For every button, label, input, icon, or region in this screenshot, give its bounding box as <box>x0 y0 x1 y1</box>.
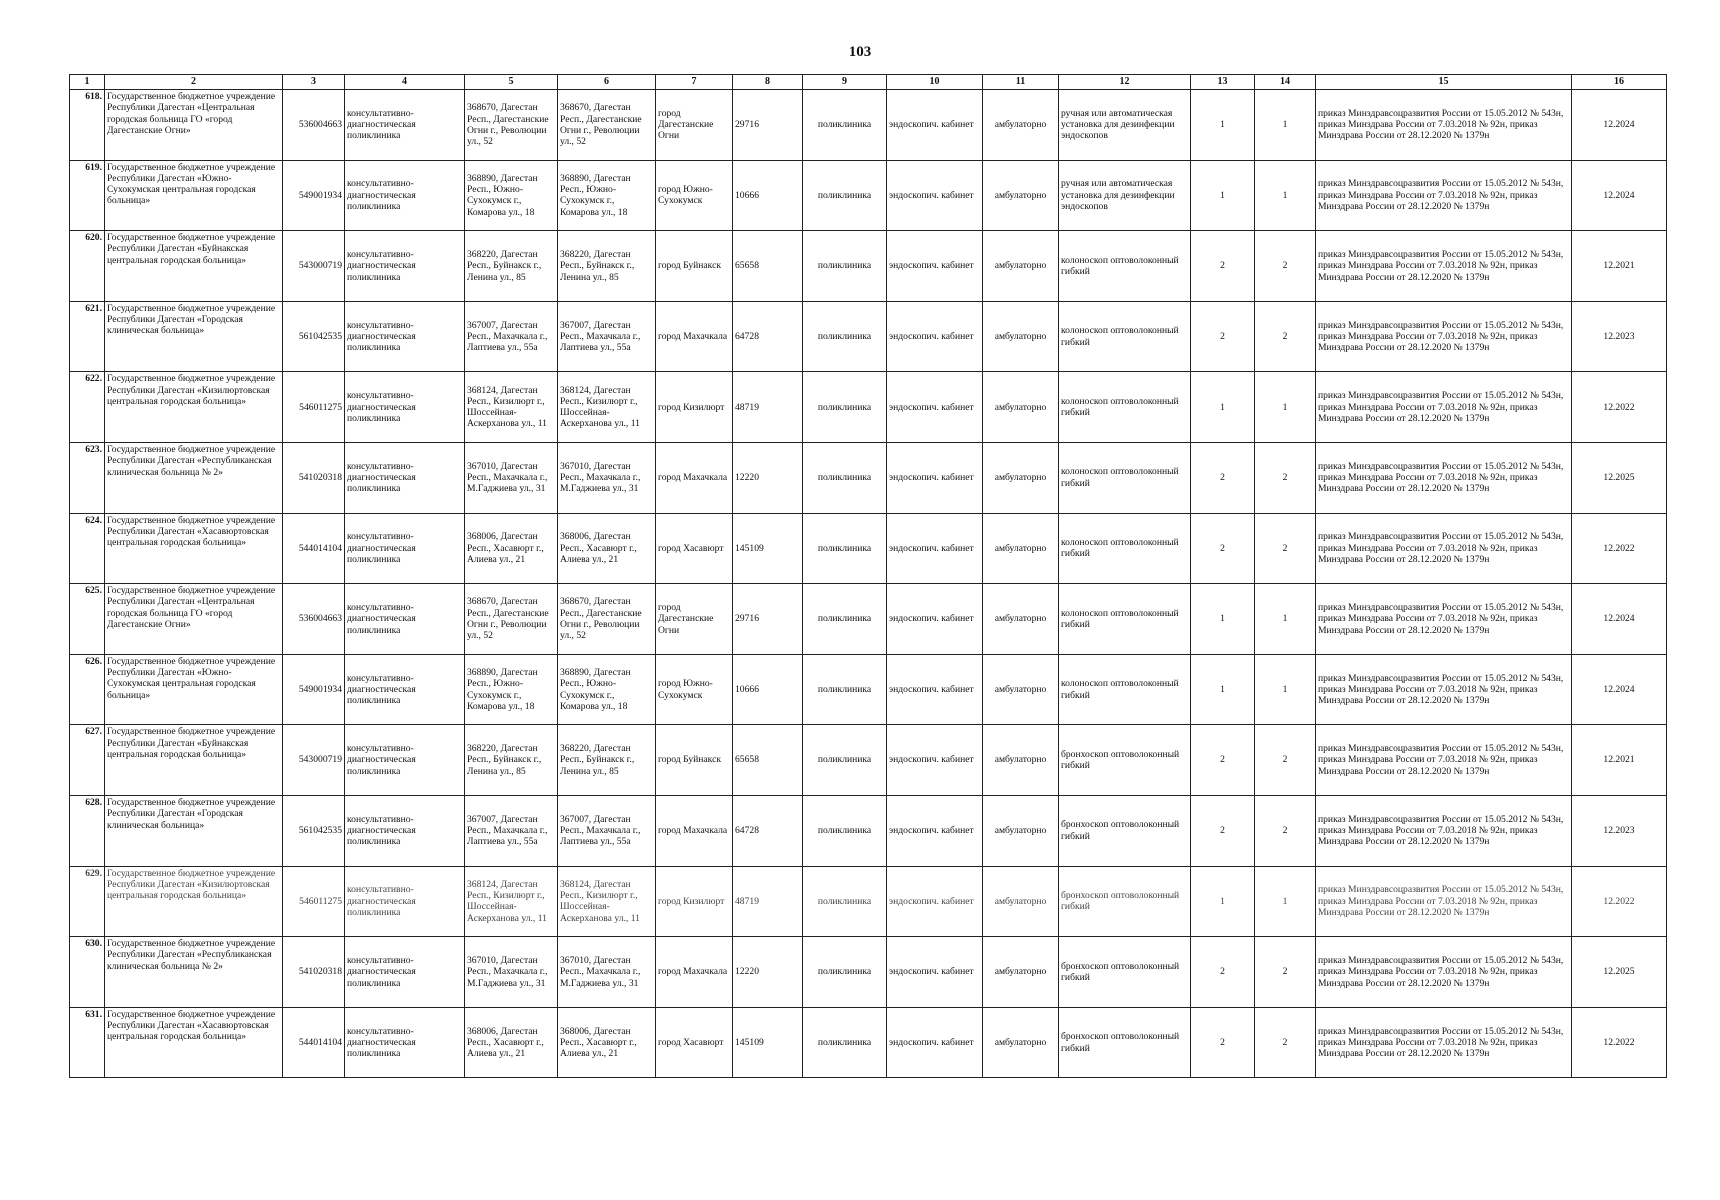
cell-row-number: 624. <box>70 513 105 584</box>
cell-room-type: эндоскопич. кабинет <box>887 937 983 1008</box>
column-header: 6 <box>558 75 656 90</box>
table-header <box>70 75 1667 90</box>
cell-city: город Махачкала <box>656 937 733 1008</box>
cell-quantity-required: 2 <box>1191 725 1255 796</box>
cell-actual-address: 368006, Дагестан Респ., Хасавюрт г., Алиева ул., 21 <box>558 513 656 584</box>
cell-inn-code: 549001934 <box>283 160 345 231</box>
cell-city: город Хасавюрт <box>656 513 733 584</box>
cell-quantity-planned: 2 <box>1255 301 1316 372</box>
cell-room-type: эндоскопич. кабинет <box>887 160 983 231</box>
cell-organization-name: Государственное бюджетное учреждение Республики Дагестан «Южно-Сухокумская центральная городская больница» <box>105 160 283 231</box>
cell-deadline-date: 12.2022 <box>1572 866 1667 937</box>
cell-city: город Дагестанские Огни <box>656 90 733 161</box>
cell-actual-address: 368220, Дагестан Респ., Буйнакск г., Ленина ул., 85 <box>558 231 656 302</box>
cell-city: город Хасавюрт <box>656 1007 733 1078</box>
cell-legal-address: 368890, Дагестан Респ., Южно-Сухокумск г., Комарова ул., 18 <box>465 654 558 725</box>
cell-population: 12220 <box>733 937 803 1008</box>
cell-department: консультативно-диагностическая поликлиника <box>345 725 465 796</box>
cell-row-number: 618. <box>70 90 105 161</box>
cell-legal-address: 368670, Дагестан Респ., Дагестанские Огни г., Революции ул., 52 <box>465 90 558 161</box>
cell-legal-address: 368006, Дагестан Респ., Хасавюрт г., Алиева ул., 21 <box>465 1007 558 1078</box>
cell-care-mode: амбулаторно <box>983 654 1059 725</box>
cell-quantity-required: 1 <box>1191 160 1255 231</box>
cell-city: город Буйнакск <box>656 231 733 302</box>
cell-legal-address: 367010, Дагестан Респ., Махачкала г., М.Гаджиева ул., 31 <box>465 442 558 513</box>
table-row <box>70 90 1667 161</box>
column-header: 1 <box>70 75 105 90</box>
cell-regulatory-basis: приказ Минздравсоцразвития России от 15.05.2012 № 543н, приказ Минздрава России от 7.03.2018 № 92н, приказ Минздрава России от 28.12.2020 № 1379н <box>1316 795 1572 866</box>
cell-inn-code: 543000719 <box>283 725 345 796</box>
cell-inn-code: 561042535 <box>283 301 345 372</box>
cell-city: город Махачкала <box>656 442 733 513</box>
cell-deadline-date: 12.2024 <box>1572 160 1667 231</box>
cell-deadline-date: 12.2023 <box>1572 795 1667 866</box>
cell-city: город Буйнакск <box>656 725 733 796</box>
cell-deadline-date: 12.2022 <box>1572 372 1667 443</box>
cell-equipment-name: бронхоскоп оптоволоконный гибкий <box>1059 866 1191 937</box>
cell-organization-name: Государственное бюджетное учреждение Республики Дагестан «Республиканская клиническая больница № 2» <box>105 937 283 1008</box>
cell-organization-name: Государственное бюджетное учреждение Республики Дагестан «Центральная городская больница ГО «город Дагестанские Огни» <box>105 584 283 655</box>
cell-legal-address: 367010, Дагестан Респ., Махачкала г., М.Гаджиева ул., 31 <box>465 937 558 1008</box>
cell-care-mode: амбулаторно <box>983 937 1059 1008</box>
cell-regulatory-basis: приказ Минздравсоцразвития России от 15.05.2012 № 543н, приказ Минздрава России от 7.03.2018 № 92н, приказ Минздрава России от 28.12.2020 № 1379н <box>1316 1007 1572 1078</box>
cell-quantity-required: 2 <box>1191 301 1255 372</box>
cell-care-mode: амбулаторно <box>983 301 1059 372</box>
cell-unit-type: поликлиника <box>803 725 887 796</box>
table-row <box>70 231 1667 302</box>
cell-organization-name: Государственное бюджетное учреждение Республики Дагестан «Хасавюртовская центральная городская больница» <box>105 1007 283 1078</box>
cell-quantity-planned: 2 <box>1255 231 1316 302</box>
cell-department: консультативно-диагностическая поликлиника <box>345 513 465 584</box>
table-row <box>70 654 1667 725</box>
column-header: 14 <box>1255 75 1316 90</box>
column-header: 3 <box>283 75 345 90</box>
cell-actual-address: 368124, Дагестан Респ., Кизилюрт г., Шоссейная-Аскерханова ул., 11 <box>558 372 656 443</box>
cell-quantity-planned: 2 <box>1255 1007 1316 1078</box>
cell-row-number: 628. <box>70 795 105 866</box>
cell-inn-code: 546011275 <box>283 372 345 443</box>
cell-regulatory-basis: приказ Минздравсоцразвития России от 15.05.2012 № 543н, приказ Минздрава России от 7.03.2018 № 92н, приказ Минздрава России от 28.12.2020 № 1379н <box>1316 442 1572 513</box>
cell-equipment-name: колоноскоп оптоволоконный гибкий <box>1059 584 1191 655</box>
column-header: 4 <box>345 75 465 90</box>
cell-deadline-date: 12.2021 <box>1572 231 1667 302</box>
cell-quantity-required: 2 <box>1191 795 1255 866</box>
cell-department: консультативно-диагностическая поликлиника <box>345 90 465 161</box>
cell-unit-type: поликлиника <box>803 160 887 231</box>
cell-quantity-planned: 1 <box>1255 90 1316 161</box>
cell-population: 48719 <box>733 866 803 937</box>
cell-city: город Дагестанские Огни <box>656 584 733 655</box>
cell-care-mode: амбулаторно <box>983 584 1059 655</box>
cell-regulatory-basis: приказ Минздравсоцразвития России от 15.05.2012 № 543н, приказ Минздрава России от 7.03.2018 № 92н, приказ Минздрава России от 28.12.2020 № 1379н <box>1316 231 1572 302</box>
cell-room-type: эндоскопич. кабинет <box>887 442 983 513</box>
cell-quantity-required: 2 <box>1191 937 1255 1008</box>
cell-department: консультативно-диагностическая поликлиника <box>345 584 465 655</box>
cell-deadline-date: 12.2024 <box>1572 90 1667 161</box>
cell-row-number: 631. <box>70 1007 105 1078</box>
cell-regulatory-basis: приказ Минздравсоцразвития России от 15.05.2012 № 543н, приказ Минздрава России от 7.03.2018 № 92н, приказ Минздрава России от 28.12.2020 № 1379н <box>1316 513 1572 584</box>
table-row <box>70 1007 1667 1078</box>
cell-unit-type: поликлиника <box>803 654 887 725</box>
cell-row-number: 621. <box>70 301 105 372</box>
column-header: 7 <box>656 75 733 90</box>
cell-quantity-required: 1 <box>1191 90 1255 161</box>
cell-department: консультативно-диагностическая поликлиника <box>345 937 465 1008</box>
cell-inn-code: 536004663 <box>283 90 345 161</box>
cell-actual-address: 368124, Дагестан Респ., Кизилюрт г., Шоссейная-Аскерханова ул., 11 <box>558 866 656 937</box>
cell-city: город Южно-Сухокумск <box>656 654 733 725</box>
cell-legal-address: 368890, Дагестан Респ., Южно-Сухокумск г., Комарова ул., 18 <box>465 160 558 231</box>
cell-actual-address: 367007, Дагестан Респ., Махачкала г., Лаптиева ул., 55а <box>558 795 656 866</box>
cell-deadline-date: 12.2023 <box>1572 301 1667 372</box>
table-row <box>70 795 1667 866</box>
cell-equipment-name: бронхоскоп оптоволоконный гибкий <box>1059 1007 1191 1078</box>
cell-population: 10666 <box>733 654 803 725</box>
cell-quantity-planned: 1 <box>1255 866 1316 937</box>
column-header: 10 <box>887 75 983 90</box>
cell-quantity-required: 2 <box>1191 442 1255 513</box>
cell-actual-address: 368890, Дагестан Респ., Южно-Сухокумск г., Комарова ул., 18 <box>558 654 656 725</box>
cell-unit-type: поликлиника <box>803 513 887 584</box>
cell-row-number: 630. <box>70 937 105 1008</box>
cell-room-type: эндоскопич. кабинет <box>887 795 983 866</box>
cell-population: 65658 <box>733 725 803 796</box>
cell-equipment-name: бронхоскоп оптоволоконный гибкий <box>1059 937 1191 1008</box>
cell-row-number: 625. <box>70 584 105 655</box>
cell-regulatory-basis: приказ Минздравсоцразвития России от 15.05.2012 № 543н, приказ Минздрава России от 7.03.2018 № 92н, приказ Минздрава России от 28.12.2020 № 1379н <box>1316 584 1572 655</box>
table-row <box>70 725 1667 796</box>
cell-quantity-planned: 2 <box>1255 442 1316 513</box>
equipment-table <box>69 74 1667 1078</box>
cell-unit-type: поликлиника <box>803 301 887 372</box>
cell-inn-code: 541020318 <box>283 442 345 513</box>
cell-population: 29716 <box>733 90 803 161</box>
cell-room-type: эндоскопич. кабинет <box>887 725 983 796</box>
cell-regulatory-basis: приказ Минздравсоцразвития России от 15.05.2012 № 543н, приказ Минздрава России от 7.03.2018 № 92н, приказ Минздрава России от 28.12.2020 № 1379н <box>1316 937 1572 1008</box>
cell-inn-code: 561042535 <box>283 795 345 866</box>
table-row <box>70 442 1667 513</box>
cell-inn-code: 536004663 <box>283 584 345 655</box>
table-row <box>70 584 1667 655</box>
cell-organization-name: Государственное бюджетное учреждение Республики Дагестан «Городская клиническая больница» <box>105 301 283 372</box>
cell-department: консультативно-диагностическая поликлиника <box>345 654 465 725</box>
cell-quantity-planned: 1 <box>1255 654 1316 725</box>
cell-equipment-name: колоноскоп оптоволоконный гибкий <box>1059 372 1191 443</box>
cell-room-type: эндоскопич. кабинет <box>887 301 983 372</box>
cell-room-type: эндоскопич. кабинет <box>887 90 983 161</box>
page-number: 103 <box>848 44 872 60</box>
cell-care-mode: амбулаторно <box>983 160 1059 231</box>
column-header: 9 <box>803 75 887 90</box>
cell-organization-name: Государственное бюджетное учреждение Республики Дагестан «Буйнакская центральная городская больница» <box>105 231 283 302</box>
cell-actual-address: 368006, Дагестан Респ., Хасавюрт г., Алиева ул., 21 <box>558 1007 656 1078</box>
cell-department: консультативно-диагностическая поликлиника <box>345 442 465 513</box>
cell-actual-address: 368890, Дагестан Респ., Южно-Сухокумск г., Комарова ул., 18 <box>558 160 656 231</box>
cell-row-number: 626. <box>70 654 105 725</box>
cell-actual-address: 367010, Дагестан Респ., Махачкала г., М.Гаджиева ул., 31 <box>558 937 656 1008</box>
cell-care-mode: амбулаторно <box>983 725 1059 796</box>
cell-equipment-name: колоноскоп оптоволоконный гибкий <box>1059 301 1191 372</box>
cell-equipment-name: ручная или автоматическая установка для дезинфекции эндоскопов <box>1059 90 1191 161</box>
cell-population: 29716 <box>733 584 803 655</box>
cell-regulatory-basis: приказ Минздравсоцразвития России от 15.05.2012 № 543н, приказ Минздрава России от 7.03.2018 № 92н, приказ Минздрава России от 28.12.2020 № 1379н <box>1316 160 1572 231</box>
cell-unit-type: поликлиника <box>803 90 887 161</box>
cell-department: консультативно-диагностическая поликлиника <box>345 301 465 372</box>
cell-organization-name: Государственное бюджетное учреждение Республики Дагестан «Республиканская клиническая больница № 2» <box>105 442 283 513</box>
cell-quantity-required: 2 <box>1191 231 1255 302</box>
column-header: 15 <box>1316 75 1572 90</box>
cell-city: город Махачкала <box>656 301 733 372</box>
cell-room-type: эндоскопич. кабинет <box>887 866 983 937</box>
cell-organization-name: Государственное бюджетное учреждение Республики Дагестан «Городская клиническая больница» <box>105 795 283 866</box>
cell-care-mode: амбулаторно <box>983 442 1059 513</box>
table-row <box>70 301 1667 372</box>
cell-legal-address: 368220, Дагестан Респ., Буйнакск г., Ленина ул., 85 <box>465 725 558 796</box>
cell-inn-code: 541020318 <box>283 937 345 1008</box>
cell-population: 64728 <box>733 795 803 866</box>
cell-care-mode: амбулаторно <box>983 90 1059 161</box>
cell-quantity-required: 1 <box>1191 372 1255 443</box>
cell-department: консультативно-диагностическая поликлиника <box>345 795 465 866</box>
cell-unit-type: поликлиника <box>803 937 887 1008</box>
cell-row-number: 629. <box>70 866 105 937</box>
cell-regulatory-basis: приказ Минздравсоцразвития России от 15.05.2012 № 543н, приказ Минздрава России от 7.03.2018 № 92н, приказ Минздрава России от 28.12.2020 № 1379н <box>1316 301 1572 372</box>
cell-unit-type: поликлиника <box>803 866 887 937</box>
cell-quantity-required: 1 <box>1191 866 1255 937</box>
cell-population: 64728 <box>733 301 803 372</box>
cell-room-type: эндоскопич. кабинет <box>887 231 983 302</box>
column-header: 2 <box>105 75 283 90</box>
cell-equipment-name: колоноскоп оптоволоконный гибкий <box>1059 654 1191 725</box>
cell-city: город Кизилюрт <box>656 866 733 937</box>
cell-care-mode: амбулаторно <box>983 372 1059 443</box>
cell-regulatory-basis: приказ Минздравсоцразвития России от 15.05.2012 № 543н, приказ Минздрава России от 7.03.2018 № 92н, приказ Минздрава России от 28.12.2020 № 1379н <box>1316 654 1572 725</box>
cell-deadline-date: 12.2024 <box>1572 654 1667 725</box>
cell-city: город Южно-Сухокумск <box>656 160 733 231</box>
cell-department: консультативно-диагностическая поликлиника <box>345 1007 465 1078</box>
cell-organization-name: Государственное бюджетное учреждение Республики Дагестан «Кизилюртовская центральная городская больница» <box>105 372 283 443</box>
cell-organization-name: Государственное бюджетное учреждение Республики Дагестан «Кизилюртовская центральная городская больница» <box>105 866 283 937</box>
cell-actual-address: 367010, Дагестан Респ., Махачкала г., М.Гаджиева ул., 31 <box>558 442 656 513</box>
cell-room-type: эндоскопич. кабинет <box>887 584 983 655</box>
cell-room-type: эндоскопич. кабинет <box>887 372 983 443</box>
column-number-row <box>70 75 1667 90</box>
cell-quantity-required: 2 <box>1191 1007 1255 1078</box>
cell-care-mode: амбулаторно <box>983 1007 1059 1078</box>
cell-quantity-required: 2 <box>1191 513 1255 584</box>
cell-regulatory-basis: приказ Минздравсоцразвития России от 15.05.2012 № 543н, приказ Минздрава России от 7.03.2018 № 92н, приказ Минздрава России от 28.12.2020 № 1379н <box>1316 372 1572 443</box>
cell-equipment-name: бронхоскоп оптоволоконный гибкий <box>1059 725 1191 796</box>
column-header: 13 <box>1191 75 1255 90</box>
table-row <box>70 937 1667 1008</box>
cell-deadline-date: 12.2025 <box>1572 937 1667 1008</box>
cell-inn-code: 543000719 <box>283 231 345 302</box>
cell-legal-address: 368124, Дагестан Респ., Кизилюрт г., Шоссейная-Аскерханова ул., 11 <box>465 372 558 443</box>
cell-quantity-required: 1 <box>1191 654 1255 725</box>
column-header: 8 <box>733 75 803 90</box>
cell-quantity-planned: 2 <box>1255 795 1316 866</box>
cell-organization-name: Государственное бюджетное учреждение Республики Дагестан «Хасавюртовская центральная городская больница» <box>105 513 283 584</box>
cell-care-mode: амбулаторно <box>983 866 1059 937</box>
cell-city: город Махачкала <box>656 795 733 866</box>
cell-unit-type: поликлиника <box>803 584 887 655</box>
cell-actual-address: 368220, Дагестан Респ., Буйнакск г., Ленина ул., 85 <box>558 725 656 796</box>
cell-legal-address: 368124, Дагестан Респ., Кизилюрт г., Шоссейная-Аскерханова ул., 11 <box>465 866 558 937</box>
cell-population: 145109 <box>733 1007 803 1078</box>
cell-unit-type: поликлиника <box>803 372 887 443</box>
cell-quantity-planned: 1 <box>1255 584 1316 655</box>
cell-population: 12220 <box>733 442 803 513</box>
table-body <box>70 90 1667 1078</box>
cell-legal-address: 368220, Дагестан Респ., Буйнакск г., Ленина ул., 85 <box>465 231 558 302</box>
table-row <box>70 372 1667 443</box>
table-row <box>70 160 1667 231</box>
cell-unit-type: поликлиника <box>803 1007 887 1078</box>
cell-regulatory-basis: приказ Минздравсоцразвития России от 15.05.2012 № 543н, приказ Минздрава России от 7.03.2018 № 92н, приказ Минздрава России от 28.12.2020 № 1379н <box>1316 725 1572 796</box>
cell-row-number: 619. <box>70 160 105 231</box>
table-row <box>70 866 1667 937</box>
cell-inn-code: 544014104 <box>283 1007 345 1078</box>
cell-organization-name: Государственное бюджетное учреждение Республики Дагестан «Буйнакская центральная городская больница» <box>105 725 283 796</box>
cell-equipment-name: бронхоскоп оптоволоконный гибкий <box>1059 795 1191 866</box>
cell-care-mode: амбулаторно <box>983 795 1059 866</box>
cell-row-number: 623. <box>70 442 105 513</box>
cell-equipment-name: ручная или автоматическая установка для дезинфекции эндоскопов <box>1059 160 1191 231</box>
cell-equipment-name: колоноскоп оптоволоконный гибкий <box>1059 513 1191 584</box>
cell-legal-address: 368006, Дагестан Респ., Хасавюрт г., Алиева ул., 21 <box>465 513 558 584</box>
cell-actual-address: 368670, Дагестан Респ., Дагестанские Огни г., Революции ул., 52 <box>558 90 656 161</box>
cell-organization-name: Государственное бюджетное учреждение Республики Дагестан «Южно-Сухокумская центральная городская больница» <box>105 654 283 725</box>
column-header: 12 <box>1059 75 1191 90</box>
cell-quantity-planned: 1 <box>1255 160 1316 231</box>
cell-inn-code: 546011275 <box>283 866 345 937</box>
cell-quantity-planned: 2 <box>1255 937 1316 1008</box>
cell-deadline-date: 12.2021 <box>1572 725 1667 796</box>
cell-population: 48719 <box>733 372 803 443</box>
cell-department: консультативно-диагностическая поликлиника <box>345 160 465 231</box>
cell-inn-code: 544014104 <box>283 513 345 584</box>
cell-actual-address: 368670, Дагестан Респ., Дагестанские Огни г., Революции ул., 52 <box>558 584 656 655</box>
cell-care-mode: амбулаторно <box>983 513 1059 584</box>
cell-row-number: 620. <box>70 231 105 302</box>
cell-equipment-name: колоноскоп оптоволоконный гибкий <box>1059 442 1191 513</box>
cell-room-type: эндоскопич. кабинет <box>887 513 983 584</box>
cell-population: 65658 <box>733 231 803 302</box>
column-header: 16 <box>1572 75 1667 90</box>
cell-legal-address: 367007, Дагестан Респ., Махачкала г., Лаптиева ул., 55а <box>465 795 558 866</box>
cell-regulatory-basis: приказ Минздравсоцразвития России от 15.05.2012 № 543н, приказ Минздрава России от 7.03.2018 № 92н, приказ Минздрава России от 28.12.2020 № 1379н <box>1316 90 1572 161</box>
cell-quantity-planned: 2 <box>1255 725 1316 796</box>
cell-department: консультативно-диагностическая поликлиника <box>345 372 465 443</box>
cell-room-type: эндоскопич. кабинет <box>887 1007 983 1078</box>
cell-actual-address: 367007, Дагестан Респ., Махачкала г., Лаптиева ул., 55а <box>558 301 656 372</box>
cell-quantity-planned: 1 <box>1255 372 1316 443</box>
cell-deadline-date: 12.2025 <box>1572 442 1667 513</box>
cell-unit-type: поликлиника <box>803 442 887 513</box>
cell-room-type: эндоскопич. кабинет <box>887 654 983 725</box>
cell-deadline-date: 12.2022 <box>1572 513 1667 584</box>
cell-unit-type: поликлиника <box>803 231 887 302</box>
cell-quantity-planned: 2 <box>1255 513 1316 584</box>
cell-care-mode: амбулаторно <box>983 231 1059 302</box>
cell-population: 145109 <box>733 513 803 584</box>
cell-city: город Кизилюрт <box>656 372 733 443</box>
cell-equipment-name: колоноскоп оптоволоконный гибкий <box>1059 231 1191 302</box>
cell-unit-type: поликлиника <box>803 795 887 866</box>
table-row <box>70 513 1667 584</box>
cell-department: консультативно-диагностическая поликлиника <box>345 866 465 937</box>
cell-legal-address: 368670, Дагестан Респ., Дагестанские Огни г., Революции ул., 52 <box>465 584 558 655</box>
cell-row-number: 622. <box>70 372 105 443</box>
cell-row-number: 627. <box>70 725 105 796</box>
cell-deadline-date: 12.2024 <box>1572 584 1667 655</box>
cell-quantity-required: 1 <box>1191 584 1255 655</box>
column-header: 11 <box>983 75 1059 90</box>
cell-regulatory-basis: приказ Минздравсоцразвития России от 15.05.2012 № 543н, приказ Минздрава России от 7.03.2018 № 92н, приказ Минздрава России от 28.12.2020 № 1379н <box>1316 866 1572 937</box>
cell-department: консультативно-диагностическая поликлиника <box>345 231 465 302</box>
cell-inn-code: 549001934 <box>283 654 345 725</box>
cell-deadline-date: 12.2022 <box>1572 1007 1667 1078</box>
column-header: 5 <box>465 75 558 90</box>
cell-organization-name: Государственное бюджетное учреждение Республики Дагестан «Центральная городская больница ГО «город Дагестанские Огни» <box>105 90 283 161</box>
cell-population: 10666 <box>733 160 803 231</box>
cell-legal-address: 367007, Дагестан Респ., Махачкала г., Лаптиева ул., 55а <box>465 301 558 372</box>
